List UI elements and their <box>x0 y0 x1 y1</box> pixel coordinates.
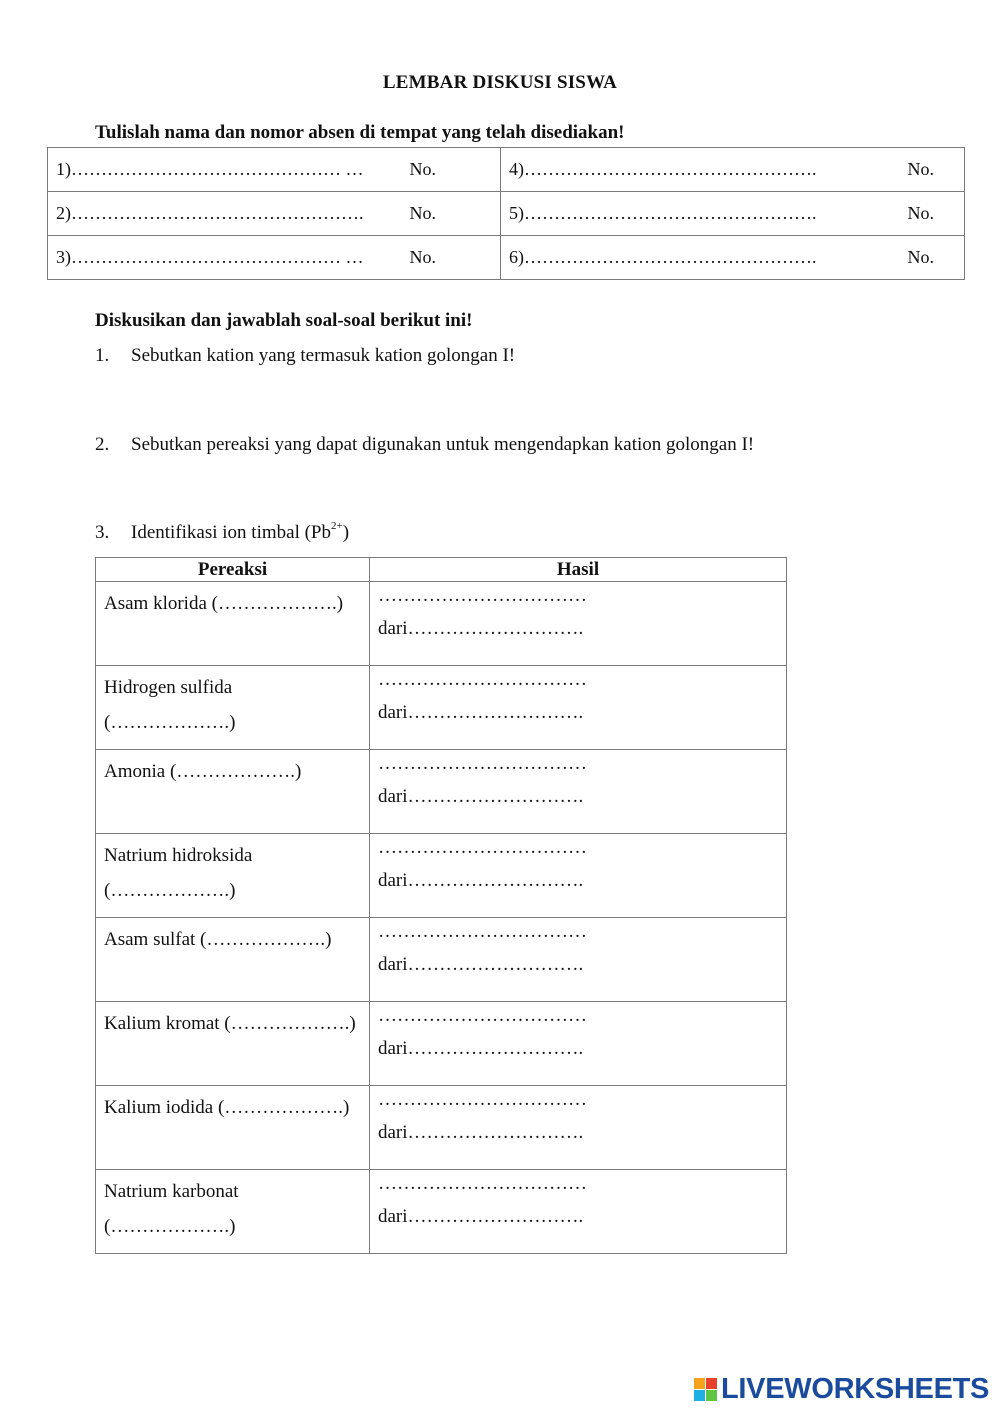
name-blank: 1)……………………………………… … <box>56 159 364 179</box>
result-cell[interactable] <box>370 834 787 918</box>
name-cell-3[interactable] <box>48 236 501 280</box>
liveworksheets-logo <box>694 1374 989 1404</box>
reagent-cell[interactable]: Amonia (……………….) <box>96 750 370 834</box>
number-label: No. <box>907 203 934 223</box>
number-label: No. <box>907 247 934 267</box>
page-title: LEMBAR DISKUSI SISWA <box>382 72 618 93</box>
result-source-line: dari………………………. <box>378 1206 584 1227</box>
result-line: …………………………… <box>378 837 587 858</box>
result-line: …………………………… <box>378 1173 587 1194</box>
logo-block <box>694 1378 705 1389</box>
table-row <box>96 750 787 834</box>
question-number: 1. <box>95 345 110 366</box>
table-row <box>48 192 965 236</box>
reagent-table <box>95 557 787 1254</box>
question-text: Sebutkan kation yang termasuk kation golongan I! <box>131 345 516 366</box>
question-text: Identifikasi ion timbal $(Pb^{2+})$ <box>131 520 350 543</box>
logo-block <box>706 1378 717 1389</box>
name-cell-1[interactable] <box>48 148 501 192</box>
result-cell[interactable] <box>370 750 787 834</box>
result-line: …………………………… <box>378 1089 587 1110</box>
name-blank: 4)…………………………………………. <box>509 159 817 179</box>
name-cell-6[interactable] <box>501 236 965 280</box>
result-cell[interactable] <box>370 1002 787 1086</box>
result-line: …………………………… <box>378 669 587 690</box>
result-cell[interactable] <box>370 918 787 1002</box>
result-line: …………………………… <box>378 921 587 942</box>
result-line: …………………………… <box>378 1005 587 1026</box>
logo-block <box>694 1390 705 1401</box>
reagent-cell[interactable]: Asam klorida (……………….) <box>96 582 370 666</box>
table-row <box>48 148 965 192</box>
reagent-cell[interactable]: Natrium karbonat (……………….) <box>96 1170 370 1254</box>
name-blank: 5)…………………………………………. <box>509 203 817 223</box>
question-number: 2. <box>95 434 110 455</box>
table-row <box>96 918 787 1002</box>
reagent-cell[interactable]: Hidrogen sulfida (……………….) <box>96 666 370 750</box>
result-cell[interactable] <box>370 1086 787 1170</box>
result-source-line: dari………………………. <box>378 618 584 639</box>
charge-superscript: 2+ <box>331 520 343 532</box>
logo-icon <box>694 1378 717 1401</box>
result-cell[interactable] <box>370 666 787 750</box>
result-source-line: dari………………………. <box>378 1038 584 1059</box>
name-blank: 6)…………………………………………. <box>509 247 817 267</box>
question-number: 3. <box>95 522 110 543</box>
result-source-line: dari………………………. <box>378 786 584 807</box>
reagent-cell[interactable]: Asam sulfat (……………….) <box>96 918 370 1002</box>
number-label: No. <box>907 159 934 179</box>
logo-text: LIVEWORKSHEETS <box>721 1372 990 1405</box>
name-blank: 2)…………………………………………. <box>56 203 364 223</box>
result-line: …………………………… <box>378 753 587 774</box>
question-3 <box>95 522 349 544</box>
table-row <box>96 582 787 666</box>
question-2 <box>95 434 754 456</box>
question-text: Sebutkan pereaksi yang dapat digunakan untuk mengendapkan kation golongan I! <box>131 434 755 455</box>
table-row <box>96 1002 787 1086</box>
table-row <box>96 666 787 750</box>
result-source-line: dari………………………. <box>378 1122 584 1143</box>
table-row <box>48 236 965 280</box>
discussion-instruction: Diskusikan dan jawablah soal-soal berikut ini! <box>95 310 473 331</box>
number-label: No. <box>409 247 436 267</box>
question-1 <box>95 345 515 367</box>
result-cell[interactable] <box>370 1170 787 1254</box>
name-cell-5[interactable] <box>501 192 965 236</box>
names-instruction: Tulislah nama dan nomor absen di tempat yang telah disediakan! <box>95 122 625 143</box>
name-blank: 3)……………………………………… … <box>56 247 364 267</box>
logo-block <box>706 1390 717 1401</box>
names-table <box>47 147 965 280</box>
header-hasil: Hasil <box>370 558 787 582</box>
result-source-line: dari………………………. <box>378 954 584 975</box>
table-header-row <box>96 558 787 582</box>
table-row <box>96 1086 787 1170</box>
name-cell-4[interactable] <box>501 148 965 192</box>
result-cell[interactable] <box>370 582 787 666</box>
reagent-cell[interactable]: Kalium kromat (……………….) <box>96 1002 370 1086</box>
result-line: …………………………… <box>378 585 587 606</box>
name-cell-2[interactable] <box>48 192 501 236</box>
number-label: No. <box>409 203 436 223</box>
table-row <box>96 834 787 918</box>
reagent-cell[interactable]: Natrium hidroksida (……………….) <box>96 834 370 918</box>
number-label: No. <box>409 159 436 179</box>
table-row <box>96 1170 787 1254</box>
result-source-line: dari………………………. <box>378 702 584 723</box>
header-pereaksi: Pereaksi <box>96 558 370 582</box>
reagent-cell[interactable]: Kalium iodida (……………….) <box>96 1086 370 1170</box>
result-source-line: dari………………………. <box>378 870 584 891</box>
